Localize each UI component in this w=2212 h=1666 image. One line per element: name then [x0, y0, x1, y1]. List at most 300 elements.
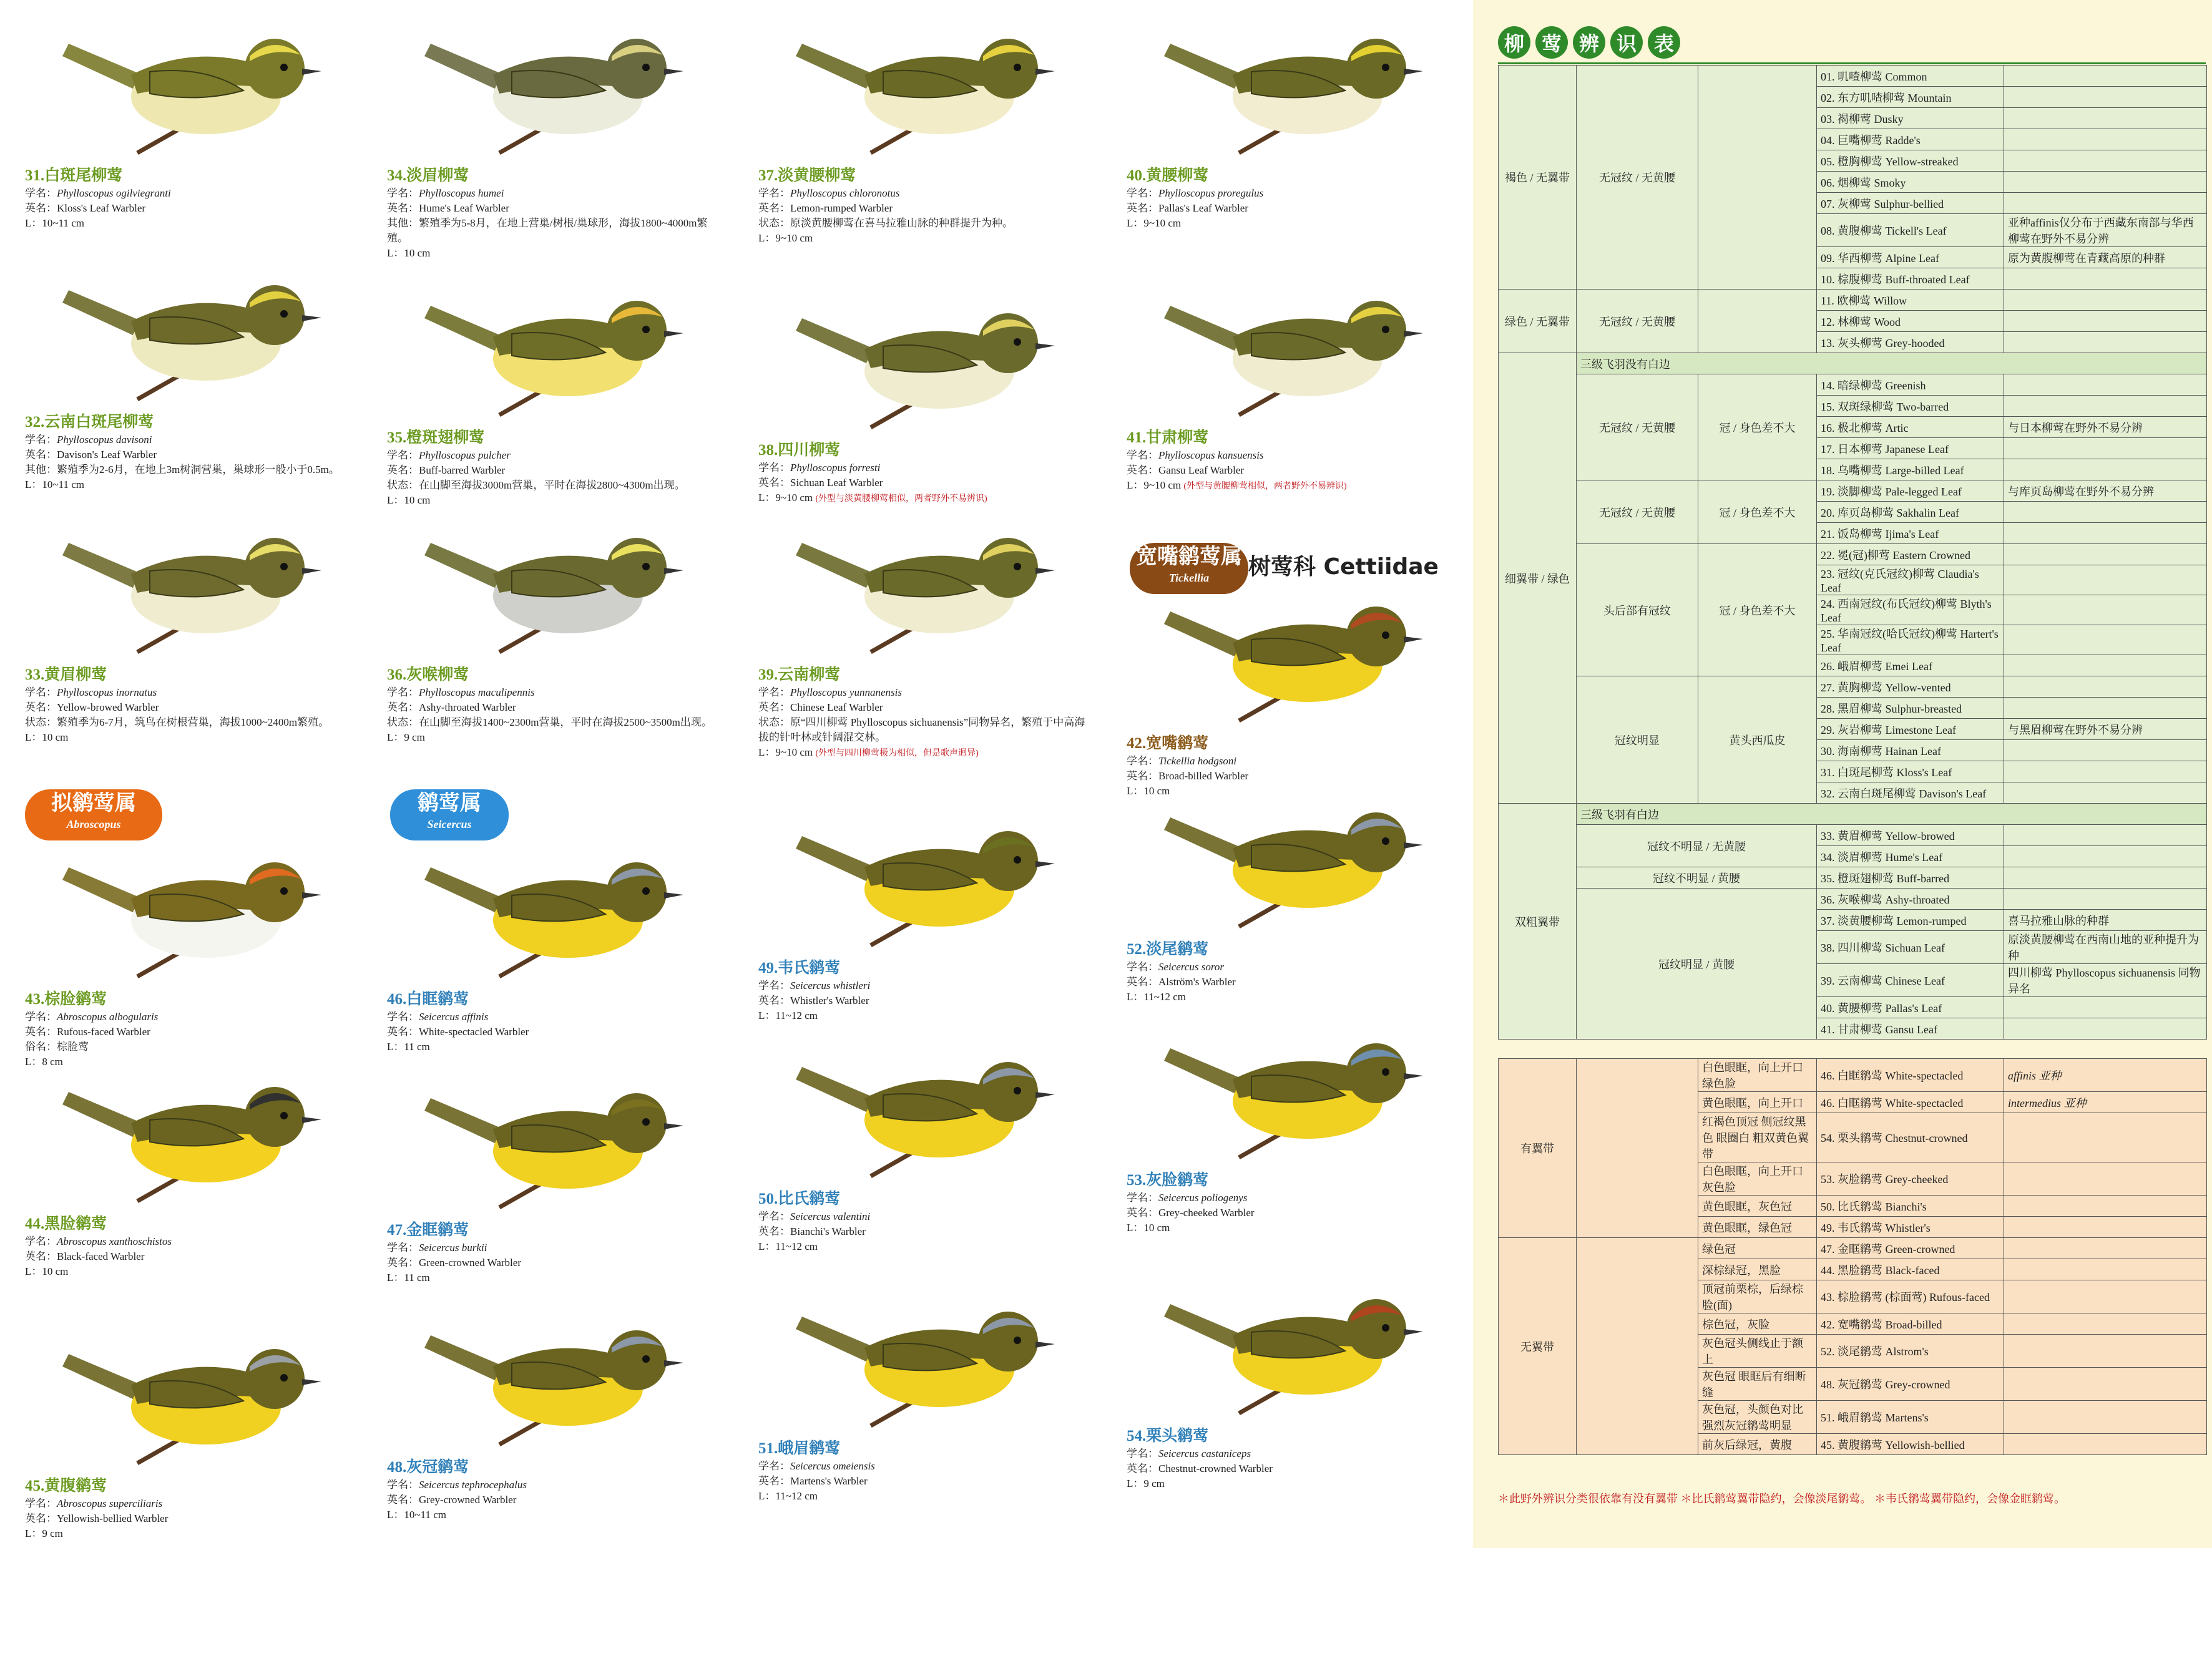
bird-eye — [280, 64, 288, 71]
species-cell: 31. 白斑尾柳莺 Kloss's Leaf — [1817, 761, 2004, 782]
scientific-name: Seicercus whistleri — [790, 980, 871, 991]
english-name: White-spectacled Warbler — [419, 1026, 529, 1038]
bird-eye — [1014, 1087, 1021, 1094]
bird-illustration — [1145, 6, 1457, 162]
bird-bill — [664, 1123, 683, 1129]
species-name: 38.四川柳莺 — [758, 442, 841, 459]
species-cell: 04. 巨嘴柳莺 Radde's — [1817, 129, 2004, 150]
note-cell — [2004, 193, 2207, 214]
english-name-line — [25, 700, 362, 715]
note-cell — [2004, 1401, 2207, 1434]
table-row — [1499, 374, 2207, 396]
criteria-cell: 头后部有冠纹 — [1577, 544, 1698, 676]
bird-illustration — [1145, 574, 1457, 730]
species-info — [387, 1223, 724, 1287]
note-cell — [2004, 1313, 2207, 1335]
scientific-name-line — [387, 1240, 724, 1255]
scientific-name-line — [758, 685, 1095, 700]
bird-illustration — [44, 830, 356, 986]
bird-illustration — [406, 268, 718, 424]
note-cell — [2004, 761, 2207, 782]
english-name: Yellowish-bellied Warbler — [57, 1513, 169, 1524]
english-name-line — [387, 700, 724, 715]
species-cell: 24. 西南冠纹(布氏冠纹)柳莺 Blyth's Leaf — [1817, 595, 2004, 625]
species-name: 53.灰脸鹟莺 — [1127, 1172, 1209, 1189]
species-cell: 53. 灰脸鹟莺 Grey-cheeked — [1817, 1162, 2004, 1196]
bird-bill — [1035, 568, 1055, 574]
bird-bill — [302, 1117, 321, 1123]
english-name-label: 英名： — [387, 1494, 419, 1506]
species-extra: 状态：在山脚至海拔1400~2300m营巢，平时在海拔2500~3500m出现。 — [387, 716, 712, 728]
scientific-name: Phylloscopus chloronotus — [790, 187, 900, 199]
english-name: Sichuan Leaf Warbler — [790, 477, 883, 489]
table-row — [1499, 544, 2207, 565]
english-name-label: 英名： — [758, 701, 790, 713]
note-cell — [2004, 1434, 2207, 1455]
species-info — [758, 668, 1095, 761]
body-length — [25, 730, 362, 746]
bird-bill — [664, 69, 683, 75]
species-info — [1127, 1173, 1464, 1237]
species-card — [758, 1279, 1089, 1629]
english-name-line — [758, 700, 1095, 715]
english-name-label: 英名： — [1127, 202, 1158, 214]
species-info — [387, 1460, 724, 1524]
criteria-cell: 冠纹明显 — [1577, 676, 1698, 804]
species-name: 43.棕脸鹟莺 — [25, 991, 107, 1008]
scientific-name-line — [1127, 186, 1464, 201]
species-cell: 28. 黑眉柳莺 Sulphur-breasted — [1817, 698, 2004, 719]
species-cell: 40. 黄腰柳莺 Pallas's Leaf — [1817, 997, 2004, 1018]
species-cell: 10. 棕腹柳莺 Buff-throated Leaf — [1817, 268, 2004, 290]
species-name: 46.白眶鹟莺 — [387, 991, 469, 1008]
species-cell: 13. 灰头柳莺 Grey-hooded — [1817, 332, 2004, 353]
species-cell: 27. 黄胸柳莺 Yellow-vented — [1817, 676, 2004, 698]
note-cell — [2004, 544, 2207, 565]
feature-cell: 黄色眼眶，绿色冠 — [1698, 1217, 1817, 1238]
note-cell — [2004, 374, 2207, 396]
table-row — [1499, 1059, 2207, 1092]
note-cell: 亚种affinis仅分布于西藏东南部与华西柳莺在野外不易分辨 — [2004, 214, 2207, 247]
scientific-name-line — [25, 685, 362, 700]
bird-illustration — [777, 1030, 1089, 1186]
english-name-label: 英名： — [1127, 976, 1158, 988]
body-length — [1127, 990, 1464, 1006]
note-cell — [2004, 825, 2207, 846]
english-name: Black-faced Warbler — [57, 1250, 145, 1262]
bird-illustration — [406, 6, 718, 162]
english-name-label: 英名： — [1127, 464, 1158, 476]
category-cell: 双粗翼带 — [1499, 804, 1577, 1040]
species-cell: 03. 褐柳莺 Dusky — [1817, 108, 2004, 129]
species-name: 44.黑脸鹟莺 — [25, 1215, 107, 1232]
note-cell — [2004, 1217, 2207, 1238]
panel-title — [1498, 26, 1680, 64]
bird-bill — [1035, 343, 1055, 349]
scientific-name-label: 学名： — [387, 1242, 419, 1254]
scientific-name: Phylloscopus pulcher — [419, 449, 511, 461]
bird-illustration — [777, 505, 1089, 661]
species-card — [387, 1298, 718, 1647]
body-length — [1127, 1220, 1464, 1237]
scientific-name-label: 学名： — [387, 1011, 419, 1023]
species-cell: 39. 云南柳莺 Chinese Leaf — [1817, 964, 2004, 997]
note-cell — [2004, 698, 2207, 719]
scientific-name-line — [1127, 1191, 1464, 1206]
note-cell — [2004, 625, 2207, 655]
bird-eye — [280, 1112, 288, 1119]
species-name: 54.栗头鹟莺 — [1127, 1428, 1209, 1444]
scientific-name-line — [25, 1234, 362, 1249]
feature-cell: 顶冠前栗棕，后绿棕脸(面) — [1698, 1280, 1817, 1313]
scientific-name-label: 学名： — [758, 1211, 790, 1222]
bird-eye — [1382, 631, 1389, 639]
english-name-label: 英名： — [25, 1513, 57, 1524]
note-cell — [2004, 740, 2207, 761]
note-cell — [2004, 1368, 2207, 1401]
species-name: 47.金眶鹟莺 — [387, 1222, 469, 1239]
scientific-name-label: 学名： — [25, 686, 57, 698]
scientific-name-line — [25, 432, 362, 447]
scientific-name-label: 学名： — [25, 1011, 57, 1023]
sub-cell: 冠 / 身色差不大 — [1698, 480, 1817, 544]
feature-cell: 绿色冠 — [1698, 1238, 1817, 1259]
scientific-name-line — [25, 186, 362, 201]
length-value: L：11~12 cm — [1127, 991, 1186, 1003]
genus-badge-seicercus — [390, 789, 509, 840]
note-cell — [2004, 396, 2207, 417]
species-cell: 41. 甘肃柳莺 Gansu Leaf — [1817, 1018, 2004, 1040]
species-cell: 44. 黑脸鹟莺 Black-faced — [1817, 1259, 2004, 1280]
note-cell: 与库页岛柳莺在野外不易分辨 — [2004, 480, 2207, 502]
english-name: Alström's Warbler — [1158, 976, 1236, 988]
species-info — [25, 168, 362, 232]
species-info — [25, 1217, 362, 1280]
table-body-flycatcher-warblers — [1499, 1059, 2207, 1455]
english-name: Pallas's Leaf Warbler — [1158, 202, 1248, 214]
genus-name: 拟鹟莺属 — [51, 792, 136, 815]
length-value: L：10 cm — [25, 1265, 69, 1277]
table-row — [1499, 480, 2207, 502]
species-info — [25, 1479, 362, 1542]
note-cell: intermedius 亚种 — [2004, 1092, 2207, 1113]
species-cell: 54. 栗头鹟莺 Chestnut-crowned — [1817, 1113, 2004, 1162]
note-cell — [2004, 332, 2207, 353]
english-name: Hume's Leaf Warbler — [419, 202, 509, 214]
english-name-line — [1127, 975, 1464, 990]
note-cell — [2004, 1018, 2207, 1040]
note-cell — [2004, 523, 2207, 544]
sub-cell: 黄头西瓜皮 — [1698, 676, 1817, 804]
category-cell: 绿色 / 无翼带 — [1499, 290, 1577, 353]
bird-illustration — [406, 830, 718, 986]
species-name: 37.淡黄腰柳莺 — [758, 167, 856, 184]
length-value: L：10 cm — [387, 247, 431, 259]
scientific-name: Abroscopus xanthoschistos — [57, 1235, 172, 1247]
english-name-label: 英名： — [387, 1026, 419, 1038]
note-cell — [2004, 1238, 2207, 1259]
scientific-name: Abroscopus albogularis — [57, 1011, 159, 1023]
species-cell: 21. 饭岛柳莺 Ijima's Leaf — [1817, 523, 2004, 544]
length-value: L：11~12 cm — [758, 1010, 818, 1021]
english-name-line — [387, 201, 724, 216]
body-length — [758, 231, 1095, 247]
sub-cell: 冠 / 身色差不大 — [1698, 544, 1817, 676]
title-char: 柳 — [1498, 26, 1530, 59]
body-length — [1127, 478, 1464, 494]
scientific-name: Phylloscopus maculipennis — [419, 686, 535, 698]
english-name-line — [387, 463, 724, 478]
species-cell: 23. 冠纹(克氏冠纹)柳莺 Claudia's Leaf — [1817, 565, 2004, 595]
english-name-label: 英名： — [758, 477, 790, 489]
scientific-name-label: 学名： — [1127, 1448, 1158, 1459]
scientific-name: Phylloscopus inornatus — [57, 686, 157, 698]
bird-illustration — [777, 1279, 1089, 1435]
scientific-name-label: 学名： — [387, 1479, 419, 1491]
criteria-cell: 冠纹不明显 / 黄腰 — [1577, 867, 1817, 889]
english-name: Kloss's Leaf Warbler — [57, 202, 146, 214]
bird-illustration — [44, 253, 356, 409]
genus-badge-tickellia — [1130, 543, 1248, 594]
bird-illustration — [777, 6, 1089, 162]
feature-cell: 灰色冠 眼眶后有细断缝 — [1698, 1368, 1817, 1401]
species-cell: 25. 华南冠纹(哈氏冠纹)柳莺 Hartert's Leaf — [1817, 625, 2004, 655]
genus-latin: Tickellia — [1168, 572, 1210, 584]
bird-bill — [302, 1379, 321, 1385]
note-cell — [2004, 438, 2207, 459]
english-name: Davison's Leaf Warbler — [57, 449, 157, 460]
note-cell: 原为黄腹柳莺在青藏高原的种群 — [2004, 247, 2207, 268]
bird-bill — [1404, 1329, 1423, 1335]
bird-illustration — [1145, 268, 1457, 424]
english-name-label: 英名： — [25, 449, 57, 460]
bird-eye — [642, 1118, 650, 1126]
scientific-name: Seicercus omeiensis — [790, 1460, 875, 1472]
note-cell — [2004, 1162, 2207, 1196]
table-row — [1499, 66, 2207, 87]
bird-illustration — [406, 505, 718, 661]
category-cell: 褐色 / 无翼带 — [1499, 66, 1577, 290]
english-name: Green-crowned Warbler — [419, 1257, 521, 1269]
species-cell: 18. 乌嘴柳莺 Large-billed Leaf — [1817, 459, 2004, 480]
english-name: Bianchi's Warbler — [790, 1225, 866, 1237]
note-cell — [2004, 311, 2207, 332]
note-cell — [2004, 459, 2207, 480]
english-name-label: 英名： — [387, 701, 419, 713]
subheader-cell: 三级飞羽有白边 — [1577, 804, 2207, 825]
length-value: L：9 cm — [1127, 1478, 1165, 1489]
species-name: 51.峨眉鹟莺 — [758, 1440, 841, 1457]
species-cell: 42. 宽嘴鹟莺 Broad-billed — [1817, 1313, 2004, 1335]
length-value: L：9~10 cm — [758, 232, 813, 244]
note-cell — [2004, 676, 2207, 698]
species-cell: 38. 四川柳莺 Sichuan Leaf — [1817, 931, 2004, 964]
species-info — [1127, 1429, 1464, 1493]
length-value: L：9~10 cm — [758, 492, 813, 504]
english-name-label: 英名： — [387, 1257, 419, 1269]
species-info — [25, 415, 362, 494]
category-cell: 无翼带 — [1499, 1238, 1577, 1455]
species-cell: 11. 欧柳莺 Willow — [1817, 290, 2004, 311]
bird-eye — [1382, 1068, 1389, 1076]
scientific-name: Phylloscopus ogilviegranti — [57, 187, 171, 199]
category-cell: 细翼带 / 绿色 — [1499, 353, 1577, 804]
length-value: L：10~11 cm — [25, 217, 84, 229]
english-name: Rufous-faced Warbler — [57, 1026, 150, 1038]
species-info — [758, 443, 1095, 507]
scientific-name-label: 学名： — [25, 1235, 57, 1247]
bird-illustration — [406, 1298, 718, 1454]
length-value: L：9 cm — [387, 731, 425, 743]
species-name: 42.宽嘴鹟莺 — [1127, 735, 1209, 752]
bird-bill — [1035, 1342, 1055, 1348]
note-cell — [2004, 655, 2207, 676]
english-name-line — [25, 447, 362, 462]
species-cell: 09. 华西柳莺 Alpine Leaf — [1817, 247, 2004, 268]
species-name: 33.黄眉柳莺 — [25, 666, 107, 683]
bird-bill — [1404, 842, 1423, 849]
species-extra: 其他：繁殖季为5-8月，在地上营巢/树根/巢球形，海拔1800~4000m繁殖。 — [387, 217, 708, 244]
species-cell: 50. 比氏鹟莺 Bianchi's — [1817, 1196, 2004, 1217]
length-value: L：8 cm — [25, 1056, 63, 1068]
species-info — [1127, 168, 1464, 232]
scientific-name-label: 学名： — [758, 686, 790, 698]
species-cell: 29. 灰岩柳莺 Limestone Leaf — [1817, 719, 2004, 740]
species-extra: 状态：原淡黄腰柳莺在喜马拉雅山脉的种群提升为种。 — [758, 217, 1013, 229]
body-length — [758, 1239, 1095, 1255]
species-info — [1127, 431, 1464, 494]
table-body-leaf-warblers — [1499, 66, 2207, 1059]
english-name: Chinese Leaf Warbler — [790, 701, 883, 713]
body-length — [387, 1040, 724, 1056]
feature-cell: 红褐色顶冠 侧冠纹黑色 眼圈白 粗双黄色翼带 — [1698, 1113, 1817, 1162]
title-char: 识 — [1610, 26, 1643, 59]
bird-eye — [1382, 64, 1389, 71]
body-length — [387, 730, 724, 746]
table-row — [1499, 290, 2207, 311]
table-row — [1499, 676, 2207, 698]
note-cell — [2004, 172, 2207, 193]
bird-bill — [664, 568, 683, 574]
scientific-name-line — [758, 978, 1095, 993]
bird-eye — [280, 310, 288, 318]
body-length — [25, 1264, 362, 1280]
english-name: Ashy-throated Warbler — [419, 701, 516, 713]
species-cell: 12. 林柳莺 Wood — [1817, 311, 2004, 332]
bird-illustration — [777, 799, 1089, 955]
scientific-name: Seicercus castaniceps — [1158, 1448, 1251, 1459]
criteria-cell: 冠纹明显 / 黄腰 — [1577, 889, 1817, 1040]
scientific-name: Seicercus poliogenys — [1158, 1192, 1248, 1204]
note-cell — [2004, 889, 2207, 910]
bird-bill — [302, 568, 321, 574]
category-cell: 有翼带 — [1499, 1059, 1577, 1238]
english-name: Gansu Leaf Warbler — [1158, 464, 1245, 476]
note-cell — [2004, 66, 2207, 87]
species-name: 45.黄腹鹟莺 — [25, 1478, 107, 1494]
species-extra: 其他：繁殖季为2-6月，在地上3m树洞营巢，巢球形一般小于0.5m。 — [25, 464, 340, 475]
sub-cell — [1698, 66, 1817, 290]
scientific-name-line — [758, 186, 1095, 201]
body-length — [387, 246, 724, 262]
scientific-name-label: 学名： — [1127, 961, 1158, 973]
note-cell: 与日本柳莺在野外不易分辨 — [2004, 417, 2207, 438]
species-cell: 19. 淡脚柳莺 Pale-legged Leaf — [1817, 480, 2004, 502]
species-cell: 17. 日本柳莺 Japanese Leaf — [1817, 438, 2004, 459]
title-char: 辨 — [1573, 26, 1605, 59]
species-card — [1127, 1267, 1457, 1616]
title-char: 表 — [1648, 26, 1680, 59]
species-cell: 16. 极北柳莺 Artic — [1817, 417, 2004, 438]
feature-cell: 白色眼眶，向上开口灰色脸 — [1698, 1162, 1817, 1196]
genus-badge-abroscopus — [25, 789, 162, 840]
bird-illustration — [44, 1317, 356, 1473]
species-extra: 俗名：棕脸莺 — [25, 1041, 89, 1053]
english-name: Chestnut-crowned Warbler — [1158, 1463, 1273, 1474]
scientific-name: Seicercus affinis — [419, 1011, 489, 1023]
species-cell: 14. 暗绿柳莺 Greenish — [1817, 374, 2004, 396]
english-name-line — [25, 1249, 362, 1264]
english-name-label: 英名： — [25, 701, 57, 713]
english-name-line — [1127, 1461, 1464, 1476]
feature-cell: 灰色冠，头颜色对比强烈灰冠鹟莺明显 — [1698, 1401, 1817, 1434]
bird-eye — [1382, 1324, 1389, 1332]
length-value: L：11 cm — [387, 1041, 430, 1053]
scientific-name-line — [1127, 1446, 1464, 1461]
species-cell: 33. 黄眉柳莺 Yellow-browed — [1817, 825, 2004, 846]
species-name: 32.云南白斑尾柳莺 — [25, 414, 154, 431]
scientific-name-label: 学名： — [758, 462, 790, 474]
scientific-name-label: 学名： — [1127, 187, 1158, 199]
bird-eye — [1014, 563, 1021, 570]
bird-illustration — [44, 6, 356, 162]
species-cell: 51. 峨眉鹟莺 Martens's — [1817, 1401, 2004, 1434]
english-name-line — [758, 201, 1095, 216]
body-length — [1127, 216, 1464, 232]
scientific-name: Phylloscopus yunnanensis — [790, 686, 902, 698]
scientific-name-line — [25, 1010, 362, 1025]
note-cell — [2004, 997, 2207, 1018]
species-cell: 45. 黄腹鹟莺 Yellowish-bellied — [1817, 1434, 2004, 1455]
subheader-cell: 三级飞羽没有白边 — [1577, 353, 2207, 374]
bird-illustration — [1145, 1011, 1457, 1167]
bird-eye — [1014, 64, 1021, 71]
english-name: Buff-barred Warbler — [419, 464, 506, 476]
species-name: 36.灰喉柳莺 — [387, 666, 469, 683]
length-value: L：11~12 cm — [758, 1490, 818, 1502]
english-name-line — [387, 1025, 724, 1040]
bird-bill — [302, 315, 321, 321]
scientific-name-label: 学名： — [1127, 449, 1158, 461]
bird-bill — [302, 69, 321, 75]
note-cell — [2004, 867, 2207, 889]
length-value: L：10 cm — [1127, 1222, 1170, 1234]
feature-cell: 黄色眼眶，向上开口 — [1698, 1092, 1817, 1113]
species-cell: 02. 东方叽喳柳莺 Mountain — [1817, 87, 2004, 108]
species-name: 49.韦氏鹟莺 — [758, 960, 841, 977]
species-card — [25, 1317, 356, 1666]
note-cell: 四川柳莺 Phylloscopus sichuanensis 同物异名 — [2004, 964, 2207, 997]
note-cell — [2004, 1335, 2207, 1368]
table-row — [1499, 804, 2207, 825]
english-name-line — [758, 475, 1095, 490]
english-name: Yellow-browed Warbler — [57, 701, 159, 713]
bird-eye — [642, 326, 650, 333]
scientific-name-line — [387, 1010, 724, 1025]
species-cell: 36. 灰喉柳莺 Ashy-throated — [1817, 889, 2004, 910]
english-name-label: 英名： — [758, 1225, 790, 1237]
scientific-name: Phylloscopus kansuensis — [1158, 449, 1264, 461]
